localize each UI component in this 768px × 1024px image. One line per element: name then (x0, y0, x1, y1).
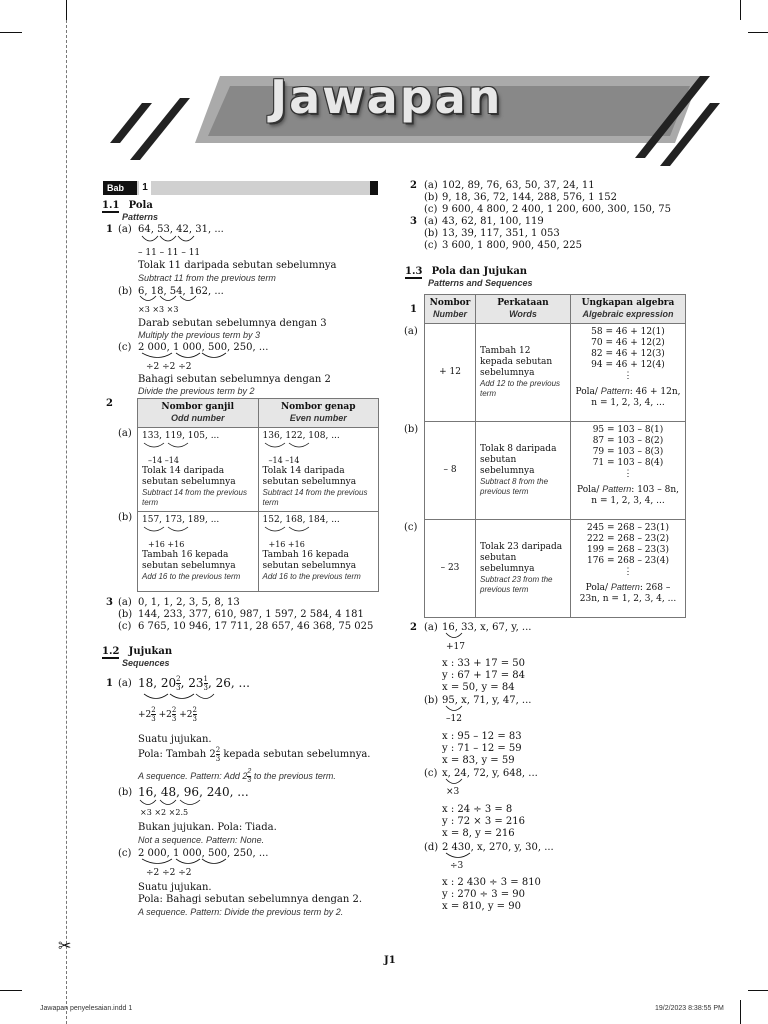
col-head-number: Nombor (429, 298, 471, 308)
step-ops: +16 +16 (268, 540, 305, 549)
denominator: 3 (151, 715, 156, 723)
step-ops: ÷2 ÷2 ÷2 (146, 362, 192, 372)
part-label: (b) (118, 512, 133, 523)
answer-line: Pola: Bahagi sebutan sebelumnya dengan 2. (138, 894, 363, 905)
denominator: 3 (171, 715, 177, 723)
pattern-formula (575, 582, 681, 594)
pattern-en: Divide the previous term by 2 (138, 386, 255, 396)
answer-line: y : 71 – 12 = 59 (442, 743, 522, 754)
sequence: 157, 173, 189, ... (142, 515, 220, 525)
step-arrows (140, 692, 220, 704)
pattern-ms: Tolak 14 daripada sebutan sebelumnya (142, 466, 236, 487)
answer-line: Suatu jujukan. (138, 882, 212, 893)
question-number: 2 (106, 398, 113, 409)
table-cell (258, 512, 379, 592)
pattern-ms: Tolak 11 daripada sebutan sebelumnya (138, 260, 337, 271)
sequence: 136, 122, 108, ... (262, 431, 340, 441)
answer-line: y : 270 ÷ 3 = 90 (442, 889, 526, 900)
answer-line: x : 2 430 ÷ 3 = 810 (442, 877, 541, 888)
section-title-en: Patterns (122, 212, 159, 222)
answer-line-en (138, 768, 336, 785)
section-number: 1.2 (102, 646, 120, 657)
pattern-ms: Tambah 16 kepada sebutan sebelumnya (142, 550, 236, 571)
expression: 95 = 103 – 8(1) (592, 425, 664, 435)
section-1-1-heading (102, 200, 153, 212)
step-ops: –12 (446, 714, 462, 724)
fraction (151, 706, 155, 723)
expression: 71 = 103 – 8(4) (592, 458, 664, 468)
pattern-en: Add 12 to the previous term (480, 379, 561, 398)
sequence-text: 18, 20 (138, 676, 177, 690)
numerator: 1 (203, 675, 209, 683)
expression: 222 = 268 – 23(2) (586, 534, 670, 544)
answer-line: 9, 18, 36, 72, 144, 288, 576, 1 152 (442, 192, 617, 203)
sequence: 16, 33, x, 67, y, ... (442, 622, 532, 633)
fraction (172, 706, 176, 723)
step-ops: +17 (446, 642, 465, 652)
col-head-algebra-en: Algebraic expression (582, 309, 674, 319)
answer-line: 3 600, 1 800, 900, 450, 225 (442, 240, 582, 251)
table-cell (571, 520, 686, 618)
step-ops: ÷2 ÷2 ÷2 (146, 868, 192, 878)
part-label: (c) (424, 240, 438, 251)
pola-label: Pola/ (585, 583, 611, 593)
part-label: (b) (404, 424, 419, 435)
pattern-ms: Darab sebutan sebelumnya dengan 3 (138, 318, 327, 329)
denominator: 3 (247, 777, 252, 784)
section-title-en: Sequences (122, 658, 170, 668)
numerator: 2 (176, 675, 181, 683)
chapter-bar (103, 181, 378, 195)
formula-domain: n = 1, 2, 3, 4, ... (591, 496, 665, 506)
question-number: 2 (410, 622, 417, 633)
text: A sequence. Pattern: Add 2 (138, 770, 248, 781)
col-head-even-en: Even number (289, 413, 347, 423)
part-label: (b) (118, 286, 133, 297)
part-label: (a) (424, 180, 438, 191)
formula-domain: 23n, n = 1, 2, 3, 4, ... (579, 594, 677, 604)
sequence: x, 24, 72, y, 648, ... (442, 768, 538, 779)
sequence (138, 672, 250, 694)
numerator: 2 (215, 746, 221, 754)
numerator: 2 (151, 706, 156, 714)
answer-line: Suatu jujukan. (138, 734, 212, 745)
pattern-en: Add 16 to the previous term (262, 572, 361, 581)
crop-mark (66, 0, 67, 20)
numerator: 2 (247, 768, 252, 775)
sequence-text: , 23 (180, 676, 204, 690)
expression: 58 = 46 + 12(1) (591, 327, 665, 337)
question-number: 1 (106, 224, 113, 235)
pattern-label: Pattern (602, 484, 632, 494)
fraction (247, 768, 251, 785)
answer-line: x : 33 + 17 = 50 (442, 658, 526, 669)
formula: : 103 – 8n, (631, 485, 679, 495)
crop-mark (748, 990, 768, 991)
crop-mark (0, 990, 22, 991)
col-head-words-en: Words (509, 309, 537, 319)
sequence: 152, 168, 184, ... (262, 515, 340, 525)
table-cell: + 12 (425, 324, 476, 422)
answer-line: 144, 233, 377, 610, 987, 1 597, 2 584, 4 181 (138, 609, 364, 620)
pattern-ms: Tambah 12 kepada sebutan sebelumnya (480, 346, 553, 378)
table-cell (476, 422, 571, 520)
table-cell (571, 324, 686, 422)
table-cell: – 23 (425, 520, 476, 618)
section-title-en: Patterns and Sequences (428, 278, 533, 288)
part-label: (b) (118, 609, 133, 620)
pattern-ms: Tambah 16 kepada sebutan sebelumnya (262, 550, 357, 571)
answer-line: x = 83, y = 59 (442, 755, 515, 766)
sequence: 95, x, 71, y, 47, ... (442, 695, 532, 706)
part-label: (c) (118, 342, 132, 353)
crop-mark (740, 0, 741, 20)
pola-label: Pola/ (577, 485, 603, 495)
fraction (193, 706, 197, 723)
step-arrows (263, 526, 323, 536)
section-1-2-heading (102, 646, 172, 658)
section-1-3-heading (405, 266, 527, 278)
answer-line-en: A sequence. Pattern: Divide the previous term by 2. (138, 907, 344, 917)
part-label: (a) (424, 622, 438, 633)
pattern-ms: Tolak 23 daripada sebutan sebelumnya (480, 542, 563, 574)
pola-label: Pola/ (575, 387, 601, 397)
scissors-icon: ✂ (58, 936, 72, 955)
step-ops: +16 +16 (148, 540, 185, 549)
denominator: 3 (176, 684, 181, 692)
sequence: 6, 18, 54, 162, ... (138, 286, 224, 297)
col-head-algebra: Ungkapan algebra (581, 298, 675, 308)
step-arrows (138, 234, 208, 248)
chapter-number: 1 (139, 181, 151, 195)
col-head-odd: Nombor ganjil (161, 402, 235, 412)
expression: 82 = 46 + 12(3) (591, 349, 665, 359)
numerator: 2 (192, 706, 197, 714)
denominator: 3 (203, 684, 209, 692)
pattern-label: Pattern (600, 386, 630, 396)
answer-line: 13, 39, 117, 351, 1 053 (442, 228, 560, 239)
pattern-en: Subtract 14 from the previous term (262, 488, 368, 507)
part-label: (a) (118, 597, 132, 608)
pattern-formula (575, 386, 681, 398)
part-label: (a) (424, 216, 438, 227)
question-number: 3 (410, 216, 417, 227)
section-title: Pola dan Jujukan (431, 266, 528, 277)
chapter-label: Bab (103, 181, 137, 195)
table-cell (138, 512, 259, 592)
pattern-en: Multiply the previous term by 3 (138, 330, 261, 340)
answer-line: y : 67 + 17 = 84 (442, 670, 526, 681)
pattern-ms: Tolak 14 daripada sebutan sebelumnya (262, 466, 357, 487)
part-label: (b) (424, 695, 439, 706)
ellipsis: ⋮ (623, 371, 633, 381)
answer-line: x = 810, y = 90 (442, 901, 521, 912)
step-ops: ×3 ×3 ×3 (138, 305, 179, 314)
sequence: 2 000, 1 000, 500, 250, ... (138, 342, 269, 353)
formula: : 46 + 12n, (629, 387, 681, 397)
table-cell (476, 520, 571, 618)
ellipsis: ⋮ (623, 469, 633, 479)
page-number: J1 (384, 955, 396, 966)
table-cell (476, 324, 571, 422)
pattern-ms: Bahagi sebutan sebelumnya dengan 2 (138, 374, 331, 385)
table-cell (571, 422, 686, 520)
fraction (216, 746, 220, 763)
answer-line: 6 765, 10 946, 17 711, 28 657, 46 368, 75 025 (138, 621, 374, 632)
answer-line: 0, 1, 1, 2, 3, 5, 8, 13 (138, 597, 240, 608)
denominator: 3 (192, 715, 197, 723)
pattern-sequence-table (424, 294, 686, 618)
step-arrows (263, 442, 323, 452)
file-name: Jawapan penyelesaian.indd 1 (40, 1005, 133, 1012)
expression: 94 = 46 + 12(4) (591, 360, 665, 370)
expression: 176 = 268 – 23(4) (586, 556, 670, 566)
ellipsis: ⋮ (623, 567, 633, 577)
section-number: 1.1 (102, 200, 120, 211)
text: to the previous term. (253, 770, 336, 781)
odd-even-table (137, 398, 379, 592)
pattern-en: Subtract 11 from the previous term (138, 273, 276, 283)
step-ops: ÷3 (450, 861, 464, 871)
question-number: 1 (410, 304, 417, 315)
numerator: 2 (171, 706, 177, 714)
step-ops: –14 –14 (268, 456, 300, 465)
step-arrows (142, 526, 202, 536)
op: +2 (158, 710, 172, 720)
sequence: 2 000, 1 000, 500, 250, ... (138, 848, 269, 859)
pattern-label: Pattern (610, 582, 640, 592)
answer-line: 102, 89, 76, 63, 50, 37, 24, 11 (442, 180, 595, 191)
text: kepada sebutan sebelumnya. (223, 749, 371, 760)
crop-mark (0, 32, 22, 33)
step-ops: ×3 ×2 ×2.5 (140, 808, 189, 817)
pattern-en: Subtract 23 from the previous term (480, 575, 553, 594)
part-label: (c) (118, 848, 132, 859)
table-cell (258, 428, 379, 512)
step-ops (138, 706, 197, 723)
sequence: 64, 53, 42, 31, ... (138, 224, 224, 235)
text: Pola: Tambah 2 (138, 749, 216, 760)
answer-line: x : 95 – 12 = 83 (442, 731, 522, 742)
formula-domain: n = 1, 2, 3, 4, ... (591, 398, 665, 408)
section-title: Jujukan (128, 646, 173, 657)
answer-line: Bukan jujukan. Pola: Tiada. (138, 822, 277, 833)
sequence: 16, 48, 96, 240, ... (138, 785, 249, 799)
expression: 245 = 268 – 23(1) (586, 523, 670, 533)
expression: 199 = 268 – 23(3) (586, 545, 670, 555)
op: +2 (138, 710, 152, 720)
part-label: (c) (118, 621, 132, 632)
table-cell: – 8 (425, 422, 476, 520)
step-ops: –14 –14 (148, 456, 179, 465)
part-label: (a) (404, 326, 418, 337)
col-head-even: Nombor genap (280, 402, 356, 412)
step-ops: ×3 (446, 787, 460, 797)
answer-line: 43, 62, 81, 100, 119 (442, 216, 544, 227)
part-label: (a) (118, 428, 132, 439)
sequence-text: , 26, ... (208, 676, 250, 690)
pattern-formula (575, 484, 681, 496)
op: +2 (179, 710, 193, 720)
part-label: (d) (424, 842, 439, 853)
section-title: Pola (128, 200, 153, 211)
part-label: (b) (118, 787, 133, 798)
part-label: (a) (118, 224, 132, 235)
part-label: (b) (424, 228, 439, 239)
chapter-bar-end (370, 181, 378, 195)
step-ops: – 11 – 11 – 11 (138, 248, 201, 258)
answer-line-en: Not a sequence. Pattern: None. (138, 835, 265, 845)
crop-mark (748, 32, 768, 33)
print-timestamp: 19/2/2023 8:38:55 PM (655, 1005, 724, 1012)
part-label: (b) (424, 192, 439, 203)
pattern-en: Subtract 8 from the previous term (480, 477, 549, 496)
step-arrows (142, 442, 202, 452)
section-number: 1.3 (405, 266, 423, 277)
part-label: (a) (118, 678, 132, 689)
part-label: (c) (424, 204, 438, 215)
expression: 70 = 46 + 12(2) (591, 338, 665, 348)
answer-line: x = 8, y = 216 (442, 828, 515, 839)
pattern-en: Add 16 to the previous term (142, 572, 241, 581)
answer-line: x : 24 ÷ 3 = 8 (442, 804, 513, 815)
col-head-odd-en: Odd number (171, 413, 225, 423)
table-cell (138, 428, 259, 512)
question-number: 1 (106, 678, 113, 689)
page-title: Jawapan (270, 70, 503, 124)
col-head-number-en: Number (432, 309, 467, 319)
sequence: 2 430, x, 270, y, 30, ... (442, 842, 554, 853)
expression: 87 = 103 – 8(2) (592, 436, 664, 446)
answer-line: x = 50, y = 84 (442, 682, 515, 693)
sequence: 133, 119, 105, ... (142, 431, 220, 441)
cut-line (66, 0, 67, 1024)
expression: 79 = 103 – 8(3) (592, 447, 664, 457)
answer-line (138, 746, 371, 763)
crop-mark (740, 1000, 741, 1024)
pattern-ms: Tolak 8 daripada sebutan sebelumnya (480, 444, 557, 476)
question-number: 2 (410, 180, 417, 191)
answer-line: 9 600, 4 800, 2 400, 1 200, 600, 300, 150, 75 (442, 204, 671, 215)
answer-line: y : 72 × 3 = 216 (442, 816, 526, 827)
question-number: 3 (106, 597, 113, 608)
part-label: (c) (404, 522, 418, 533)
col-head-words: Perkataan (497, 298, 549, 308)
denominator: 3 (215, 755, 221, 763)
pattern-en: Subtract 14 from the previous term (142, 488, 247, 507)
part-label: (c) (424, 768, 438, 779)
formula: : 268 – (639, 583, 671, 593)
